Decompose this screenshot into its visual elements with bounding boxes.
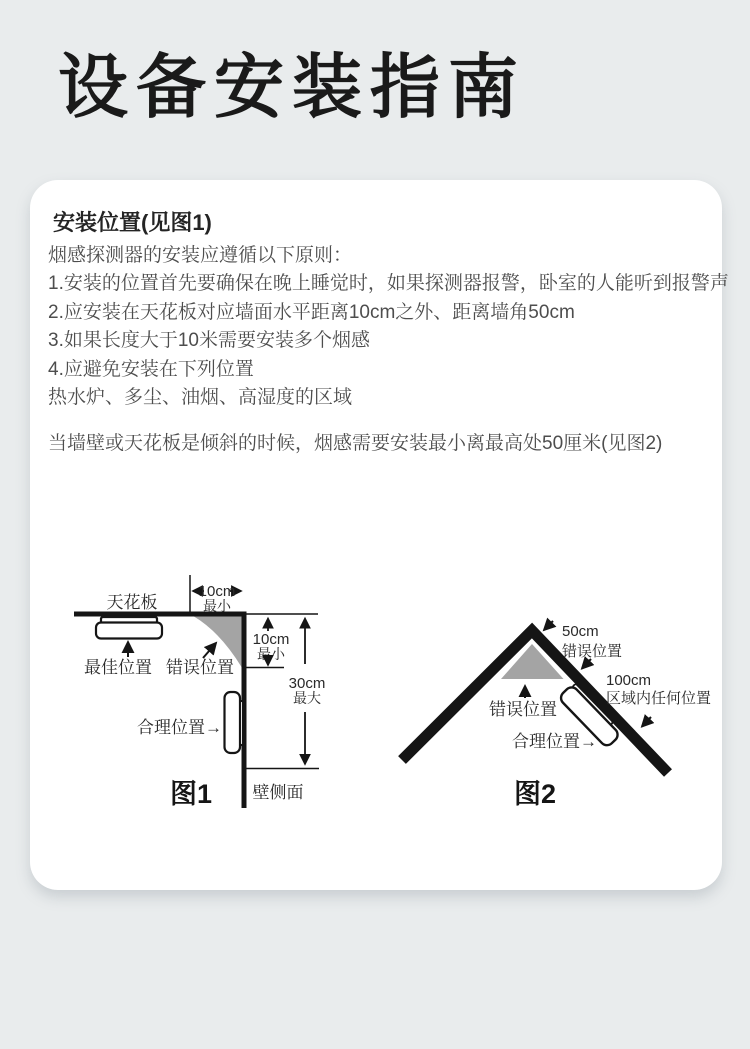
- dim-right-min: 最小: [257, 646, 285, 662]
- slope-arrow-upper: [582, 659, 591, 669]
- rule-line-5: 热水炉、多尘、油烟、高湿度的区域: [48, 387, 353, 409]
- install-guide-card: [30, 180, 729, 890]
- figure1-diagram: [60, 560, 360, 820]
- rule-line-1: 1.安装的位置首先要确保在晚上睡觉时，如果探测器报警，卧室的人能听到报警声: [48, 273, 729, 295]
- anywhere-label: 区域内任何位置: [606, 690, 712, 707]
- figure2-diagram: [390, 600, 730, 830]
- wall-side-label: 壁侧面: [252, 783, 304, 802]
- slope-note: 当墙壁或天花板是倾斜的时候，烟感需要安装最小离最高处50厘米(见图2): [48, 433, 663, 454]
- wrong-position-small-label: 错误位置: [562, 643, 623, 660]
- rule-line-2: 2.应安装在天花板对应墙面水平距离10cm之外、距离墙角50cm: [48, 301, 575, 323]
- best-position-label: 最佳位置: [84, 658, 152, 677]
- slope-arrow-lower: [642, 717, 651, 727]
- figure2-caption: 图2: [513, 779, 557, 809]
- rules-text-block: [48, 242, 729, 412]
- diagonal-arrow: [203, 643, 216, 658]
- ok-position-label: 合理位置→: [512, 732, 597, 751]
- wrong-position-big-label: 错误位置: [489, 700, 557, 719]
- rule-line-3: 3.如果长度大于10米需要安装多个烟感: [48, 330, 370, 352]
- ceiling-label: 天花板: [106, 593, 158, 612]
- section-heading: 安装位置(见图1): [53, 210, 212, 235]
- ceiling-detector-body-icon: [96, 623, 162, 639]
- intro-line: 烟感探测器的安装应遵循以下原则：: [48, 245, 353, 266]
- apex-arrow: [544, 621, 553, 630]
- dim-right-value: 10cm: [252, 631, 290, 648]
- figure1-caption: 图1: [169, 779, 213, 809]
- ok-position-label: 合理位置→: [137, 718, 222, 737]
- rule-line-4: 4.应避免安装在下列位置: [48, 358, 254, 380]
- dim-max-label: 最大: [293, 690, 321, 706]
- wrong-position-label: 错误位置: [166, 658, 234, 677]
- dim-top-value: 10cm: [198, 583, 236, 600]
- wall-detector-body-icon: [225, 692, 241, 753]
- dim-max-value: 30cm: [288, 675, 326, 692]
- dim-100-value: 100cm: [606, 672, 652, 689]
- dim-50-value: 50cm: [562, 623, 599, 640]
- page-title: 设备安装指南: [58, 48, 526, 126]
- dim-top-min: 最小: [203, 598, 231, 614]
